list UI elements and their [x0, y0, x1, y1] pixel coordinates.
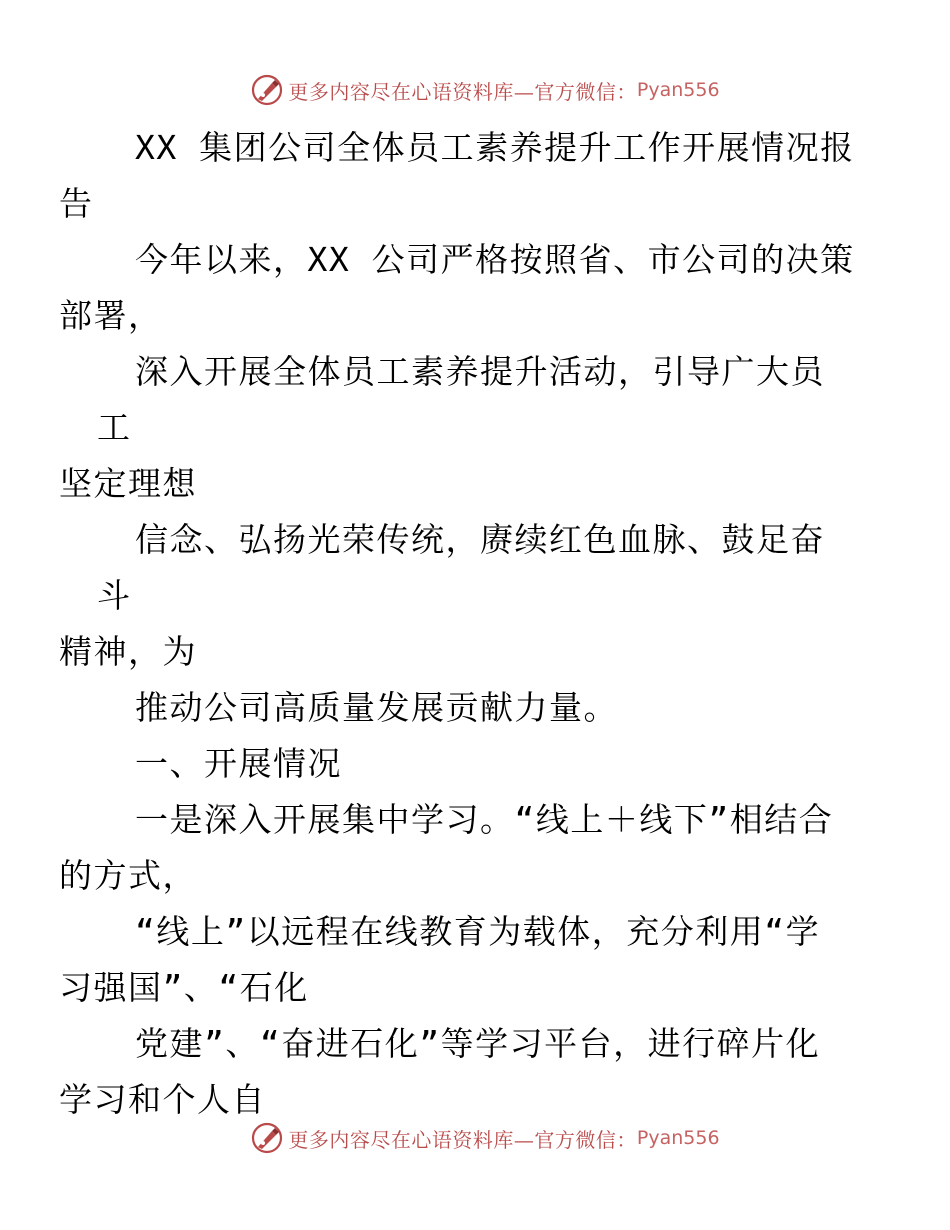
paragraph-line: 推动公司高质量发展贡献力量。: [135, 688, 618, 727]
document-body: [59, 120, 857, 1128]
banner-content: [250, 1121, 719, 1155]
section-heading: [97, 736, 857, 792]
pen-nib-seal-icon: [250, 73, 284, 107]
paragraph: [59, 904, 857, 1016]
document-title: [59, 120, 857, 232]
paragraph-line: 信念、弘扬光荣传统，赓续红色血脉、鼓足奋斗: [97, 520, 825, 615]
paragraph-line: 精神，为: [59, 632, 197, 671]
paragraph: [59, 232, 857, 344]
paragraph-line: 党建”、“奋进石化”等学习平台，进行碎片化: [135, 1024, 821, 1063]
paragraph: [59, 792, 857, 904]
paragraph-line: 习强国”、“石化: [59, 968, 309, 1007]
banner-content: [250, 73, 719, 107]
pen-nib-seal-icon: [250, 1121, 284, 1155]
paragraph-line: 坚定理想: [59, 464, 197, 503]
title-line-1: XX 集团公司全体员工素养提升工作开展情况报: [135, 128, 855, 167]
paragraph-line: 学习和个人自: [59, 1080, 266, 1119]
banner-main-text: 更多内容尽在心语资料库—官方微信：: [288, 1127, 637, 1152]
paragraph-line: 今年以来，XX 公司严格按照省、市公司的决策: [135, 240, 855, 279]
paragraph: [59, 344, 857, 512]
paragraph-line: 的方式，: [59, 856, 197, 895]
paragraph-line: “线上”以远程在线教育为载体，充分利用“学: [135, 912, 821, 951]
paragraph-line: 深入开展全体员工素养提升活动，引导广大员工: [97, 352, 825, 447]
header-banner: [0, 70, 950, 110]
title-line-2: 告: [59, 184, 94, 223]
banner-main-text: 更多内容尽在心语资料库—官方微信：: [288, 79, 637, 104]
footer-banner: [0, 1118, 950, 1158]
paragraph-line: 一是深入开展集中学习。“线上＋线下”相结合: [135, 800, 834, 839]
section-heading-text: 一、开展情况: [135, 744, 342, 783]
paragraph: [59, 1016, 857, 1128]
banner-wechat-id: Pyan556: [636, 1127, 720, 1149]
paragraph-line: 部署，: [59, 296, 163, 335]
paragraph: [97, 680, 857, 736]
banner-wechat-id: Pyan556: [636, 79, 720, 101]
paragraph: [59, 512, 857, 680]
